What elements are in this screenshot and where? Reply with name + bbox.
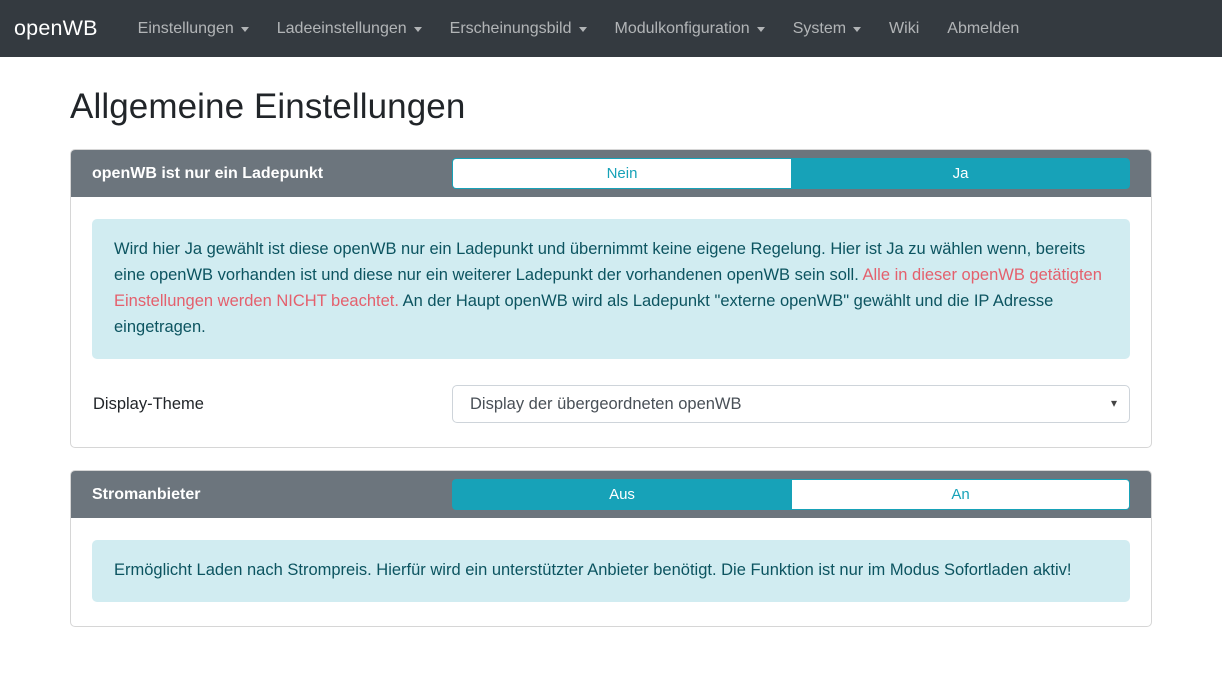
nav-item-ladeeinstellungen[interactable]: [263, 12, 436, 46]
toggle-option-nein[interactable]: Nein: [452, 158, 791, 189]
nav-item-einstellungen[interactable]: [124, 12, 263, 46]
nav-item-label: Erscheinungsbild: [449, 19, 572, 37]
page-title: Allgemeine Einstellungen: [70, 87, 466, 126]
info-alert-text-part2: An der Haupt openWB wird als Ladepunkt "externe openWB" gewählt und die IP Adresse eingetragen.: [114, 292, 1054, 336]
nav-menu: [124, 12, 1034, 46]
nav-item-label: Abmelden: [947, 19, 1020, 37]
info-alert-text-part1: Ermöglicht Laden nach Strompreis. Hierfür wird ein unterstützter Anbieter benötigt. Die Funktion ist nur im Modus Sofortladen aktiv!: [114, 561, 1072, 579]
toggle-option-an[interactable]: An: [791, 479, 1130, 510]
top-navbar: [0, 0, 1222, 57]
card-header: [71, 150, 1151, 197]
nav-item-modulkonfiguration[interactable]: [601, 12, 779, 46]
display-theme-select[interactable]: [452, 385, 1130, 423]
info-alert-warning: Alle in dieser openWB getätigten Einstellungen werden NICHT beachtet.: [114, 266, 1102, 310]
nav-item-label: System: [792, 19, 847, 37]
nav-item-label: Ladeeinstellungen: [276, 19, 407, 37]
info-alert: [92, 219, 1130, 359]
nav-item-label: Modulkonfiguration: [614, 19, 750, 37]
nav-item-label: Wiki: [889, 19, 920, 37]
display-theme-select-wrap: [452, 385, 1130, 423]
toggle-option-ja[interactable]: Ja: [791, 158, 1130, 189]
chevron-down-icon: ▾: [1110, 395, 1117, 410]
chevron-down-icon: [241, 27, 249, 32]
display-theme-label: Display-Theme: [93, 394, 204, 413]
chevron-down-icon: [414, 27, 422, 32]
toggle-option-aus[interactable]: Aus: [452, 479, 791, 510]
toggle-openwb-ladepunkt: [452, 158, 1130, 189]
page-content: [0, 87, 1222, 627]
nav-item-abmelden[interactable]: [933, 12, 1033, 46]
brand-logo[interactable]: openWB: [14, 16, 98, 40]
info-alert-text-part1: Wird hier Ja gewählt ist diese openWB nur ein Ladepunkt und übernimmt keine eigene Regelung. Hier ist Ja zu wählen wenn, bereits eine openWB vorhanden ist und diese nur ein weiterer Ladepunkt der vorhandenen openWB sein soll.: [114, 240, 1086, 284]
card-body: [71, 197, 1151, 447]
card-openwb-ladepunkt: [70, 149, 1152, 448]
chevron-down-icon: [757, 27, 765, 32]
card-title: Stromanbieter: [92, 485, 201, 503]
toggle-stromanbieter: [452, 479, 1130, 510]
chevron-down-icon: [579, 27, 587, 32]
card-stromanbieter: [70, 470, 1152, 627]
card-title: openWB ist nur ein Ladepunkt: [92, 164, 324, 182]
nav-item-wiki[interactable]: [875, 12, 933, 46]
form-row-display-theme: [92, 385, 1130, 423]
card-header: [71, 471, 1151, 518]
nav-item-erscheinungsbild[interactable]: [436, 12, 601, 46]
chevron-down-icon: [853, 27, 861, 32]
info-alert: [92, 540, 1130, 602]
nav-item-label: Einstellungen: [137, 19, 234, 37]
nav-item-system[interactable]: [779, 12, 875, 46]
card-body: [71, 518, 1151, 626]
